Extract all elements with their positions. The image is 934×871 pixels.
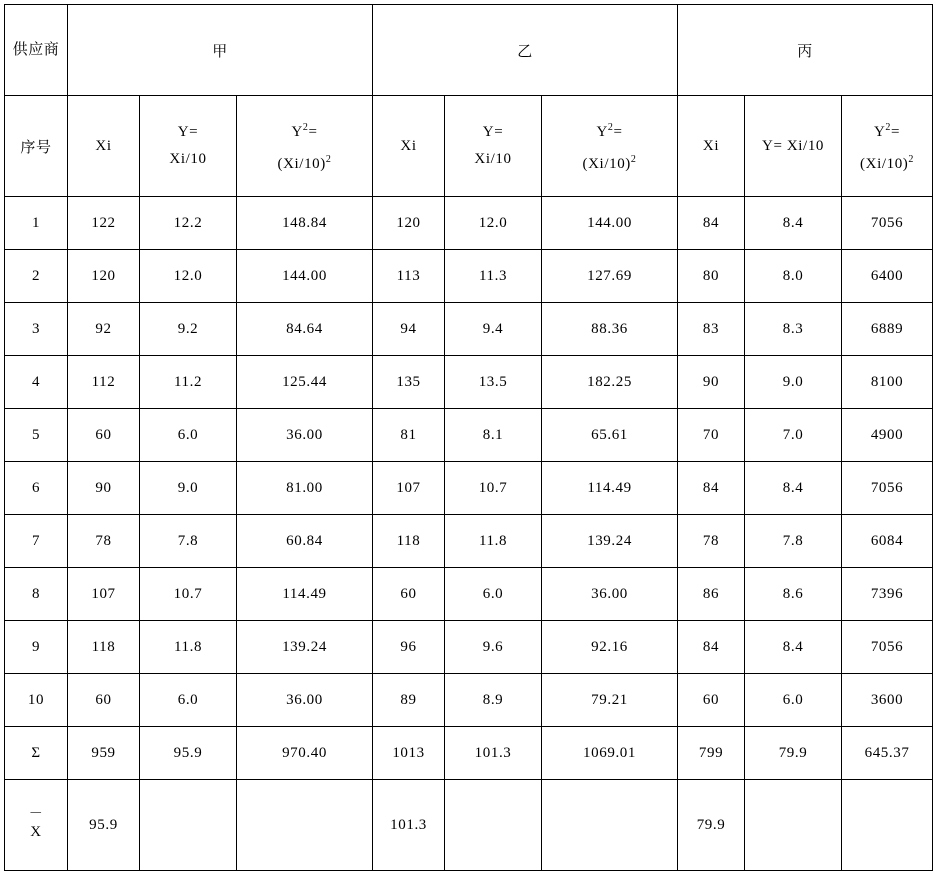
cell-jia-y: 9.2 [140,303,237,356]
cell-yi-y: 13.5 [445,356,542,409]
cell-bing-xi: 86 [678,568,745,621]
cell-bing-xi: 60 [678,674,745,727]
header-line-1: $Y^2=$ [291,122,318,140]
cell-sum-label: Σ [5,727,68,780]
cell-bing-y2: 7396 [842,568,933,621]
cell-bing-y: 8.3 [745,303,842,356]
header-line-1: $Y^2=$ [873,122,901,140]
cell-yi-y2: 182.25 [542,356,678,409]
cell-jia-y2: 148.84 [237,197,373,250]
cell-yi-y: 9.6 [445,621,542,674]
cell-jia-y2: 144.00 [237,250,373,303]
document-page [0,4,934,840]
cell-jia-y: 12.2 [140,197,237,250]
column-header-jia-y [140,96,237,197]
mean-symbol: X [30,824,42,840]
cell-sum-jia-xi: 959 [68,727,140,780]
cell-seq: 4 [5,356,68,409]
header-line-2: Xi/10 [169,151,207,167]
cell-jia-xi: 107 [68,568,140,621]
cell-yi-y2: 36.00 [542,568,678,621]
cell-bing-xi: 80 [678,250,745,303]
vendor-header-jia: 甲 [68,5,373,96]
table-row-mean [5,780,933,871]
cell-jia-xi: 60 [68,674,140,727]
cell-mean-jia-y [140,780,237,871]
cell-sum-yi-y: 101.3 [445,727,542,780]
cell-bing-y2: 6889 [842,303,933,356]
table-row [5,409,933,462]
cell-bing-y: 8.6 [745,568,842,621]
cell-bing-xi: 84 [678,462,745,515]
cell-jia-xi: 60 [68,409,140,462]
cell-sum-bing-y2: 645.37 [842,727,933,780]
supplier-statistics-table [4,4,933,871]
cell-bing-xi: 90 [678,356,745,409]
cell-bing-y: 8.4 [745,621,842,674]
cell-seq: 1 [5,197,68,250]
table-row [5,621,933,674]
cell-bing-y: 8.0 [745,250,842,303]
cell-sum-jia-y: 95.9 [140,727,237,780]
cell-jia-y2: 81.00 [237,462,373,515]
cell-jia-y2: 139.24 [237,621,373,674]
cell-bing-y2: 7056 [842,621,933,674]
cell-yi-y: 8.1 [445,409,542,462]
cell-jia-xi: 92 [68,303,140,356]
cell-yi-y: 12.0 [445,197,542,250]
cell-yi-y2: 79.21 [542,674,678,727]
header-line-1: Y= [482,124,504,140]
overline-mark: － [28,807,44,822]
cell-jia-y: 11.2 [140,356,237,409]
cell-seq: 5 [5,409,68,462]
cell-sum-jia-y2: 970.40 [237,727,373,780]
table-row [5,568,933,621]
cell-mean-bing-y [745,780,842,871]
cell-bing-y: 6.0 [745,674,842,727]
table-row [5,515,933,568]
table-row [5,356,933,409]
header-line-2: $(Xi/10)^2$ [582,154,637,172]
cell-jia-y2: 125.44 [237,356,373,409]
cell-jia-y2: 36.00 [237,409,373,462]
cell-seq: 3 [5,303,68,356]
cell-yi-y: 11.8 [445,515,542,568]
cell-seq: 6 [5,462,68,515]
cell-mean-yi-y2 [542,780,678,871]
cell-seq: 9 [5,621,68,674]
column-header-jia-y2 [237,96,373,197]
table-row [5,197,933,250]
cell-jia-y: 6.0 [140,674,237,727]
cell-yi-y2: 144.00 [542,197,678,250]
column-header-bing-xi: Xi [678,96,745,197]
cell-yi-xi: 118 [373,515,445,568]
cell-yi-xi: 89 [373,674,445,727]
cell-sum-yi-y2: 1069.01 [542,727,678,780]
cell-yi-y: 11.3 [445,250,542,303]
vendor-header-yi: 乙 [373,5,678,96]
table-row [5,303,933,356]
table-row [5,250,933,303]
cell-yi-y2: 127.69 [542,250,678,303]
cell-bing-y2: 6084 [842,515,933,568]
column-header-seq: 序号 [5,96,68,197]
cell-yi-xi: 94 [373,303,445,356]
cell-mean-yi-y [445,780,542,871]
cell-yi-y2: 88.36 [542,303,678,356]
cell-jia-y2: 36.00 [237,674,373,727]
cell-bing-xi: 70 [678,409,745,462]
cell-bing-y2: 7056 [842,462,933,515]
cell-mean-bing-xi: 79.9 [678,780,745,871]
cell-jia-y: 11.8 [140,621,237,674]
cell-bing-xi: 83 [678,303,745,356]
cell-yi-xi: 120 [373,197,445,250]
header-line-1: Y= [177,124,199,140]
cell-yi-xi: 107 [373,462,445,515]
cell-mean-jia-xi: 95.9 [68,780,140,871]
cell-jia-y2: 84.64 [237,303,373,356]
cell-yi-y: 9.4 [445,303,542,356]
column-header-bing-y: Y= Xi/10 [745,96,842,197]
table-row-sum [5,727,933,780]
cell-mean-yi-xi: 101.3 [373,780,445,871]
cell-mean-bing-y2 [842,780,933,871]
cell-seq: 8 [5,568,68,621]
cell-bing-y: 8.4 [745,462,842,515]
cell-yi-xi: 135 [373,356,445,409]
cell-mean-jia-y2 [237,780,373,871]
cell-jia-y: 9.0 [140,462,237,515]
cell-bing-y: 8.4 [745,197,842,250]
header-line-2: Xi/10 [474,151,512,167]
cell-sum-yi-xi: 1013 [373,727,445,780]
cell-yi-y2: 114.49 [542,462,678,515]
header-line-1: $Y^2=$ [596,122,623,140]
cell-jia-xi: 122 [68,197,140,250]
cell-bing-xi: 84 [678,197,745,250]
header-line-2: $(Xi/10)^2$ [277,154,332,172]
table-row-column-header [5,96,933,197]
cell-seq: 7 [5,515,68,568]
cell-yi-y: 6.0 [445,568,542,621]
cell-jia-y: 6.0 [140,409,237,462]
cell-jia-xi: 78 [68,515,140,568]
cell-jia-xi: 112 [68,356,140,409]
cell-bing-y: 9.0 [745,356,842,409]
cell-yi-y: 8.9 [445,674,542,727]
cell-yi-xi: 81 [373,409,445,462]
cell-seq: 2 [5,250,68,303]
cell-jia-y2: 60.84 [237,515,373,568]
header-line-2: $(Xi/10)^2$ [860,154,915,172]
table-row-supplier-header [5,5,933,96]
cell-jia-y: 7.8 [140,515,237,568]
cell-jia-xi: 90 [68,462,140,515]
cell-mean-label [5,780,68,871]
cell-sum-bing-xi: 799 [678,727,745,780]
cell-yi-y2: 139.24 [542,515,678,568]
column-header-jia-xi: Xi [68,96,140,197]
cell-jia-y: 12.0 [140,250,237,303]
vendor-header-bing: 丙 [678,5,933,96]
cell-bing-y2: 6400 [842,250,933,303]
cell-yi-xi: 113 [373,250,445,303]
column-header-yi-xi: Xi [373,96,445,197]
table-row [5,462,933,515]
table-row [5,674,933,727]
column-header-yi-y [445,96,542,197]
cell-bing-y: 7.8 [745,515,842,568]
cell-jia-y: 10.7 [140,568,237,621]
cell-seq: 10 [5,674,68,727]
cell-sum-bing-y: 79.9 [745,727,842,780]
supplier-header-label: 供应商 [5,5,68,96]
cell-bing-xi: 84 [678,621,745,674]
cell-bing-y2: 7056 [842,197,933,250]
cell-bing-y2: 8100 [842,356,933,409]
cell-yi-y: 10.7 [445,462,542,515]
column-header-yi-y2 [542,96,678,197]
cell-bing-y: 7.0 [745,409,842,462]
cell-yi-y2: 92.16 [542,621,678,674]
cell-yi-y2: 65.61 [542,409,678,462]
cell-yi-xi: 96 [373,621,445,674]
cell-bing-y2: 4900 [842,409,933,462]
cell-jia-xi: 118 [68,621,140,674]
cell-bing-xi: 78 [678,515,745,568]
column-header-bing-y2 [842,96,933,197]
cell-bing-y2: 3600 [842,674,933,727]
cell-jia-xi: 120 [68,250,140,303]
cell-yi-xi: 60 [373,568,445,621]
cell-jia-y2: 114.49 [237,568,373,621]
